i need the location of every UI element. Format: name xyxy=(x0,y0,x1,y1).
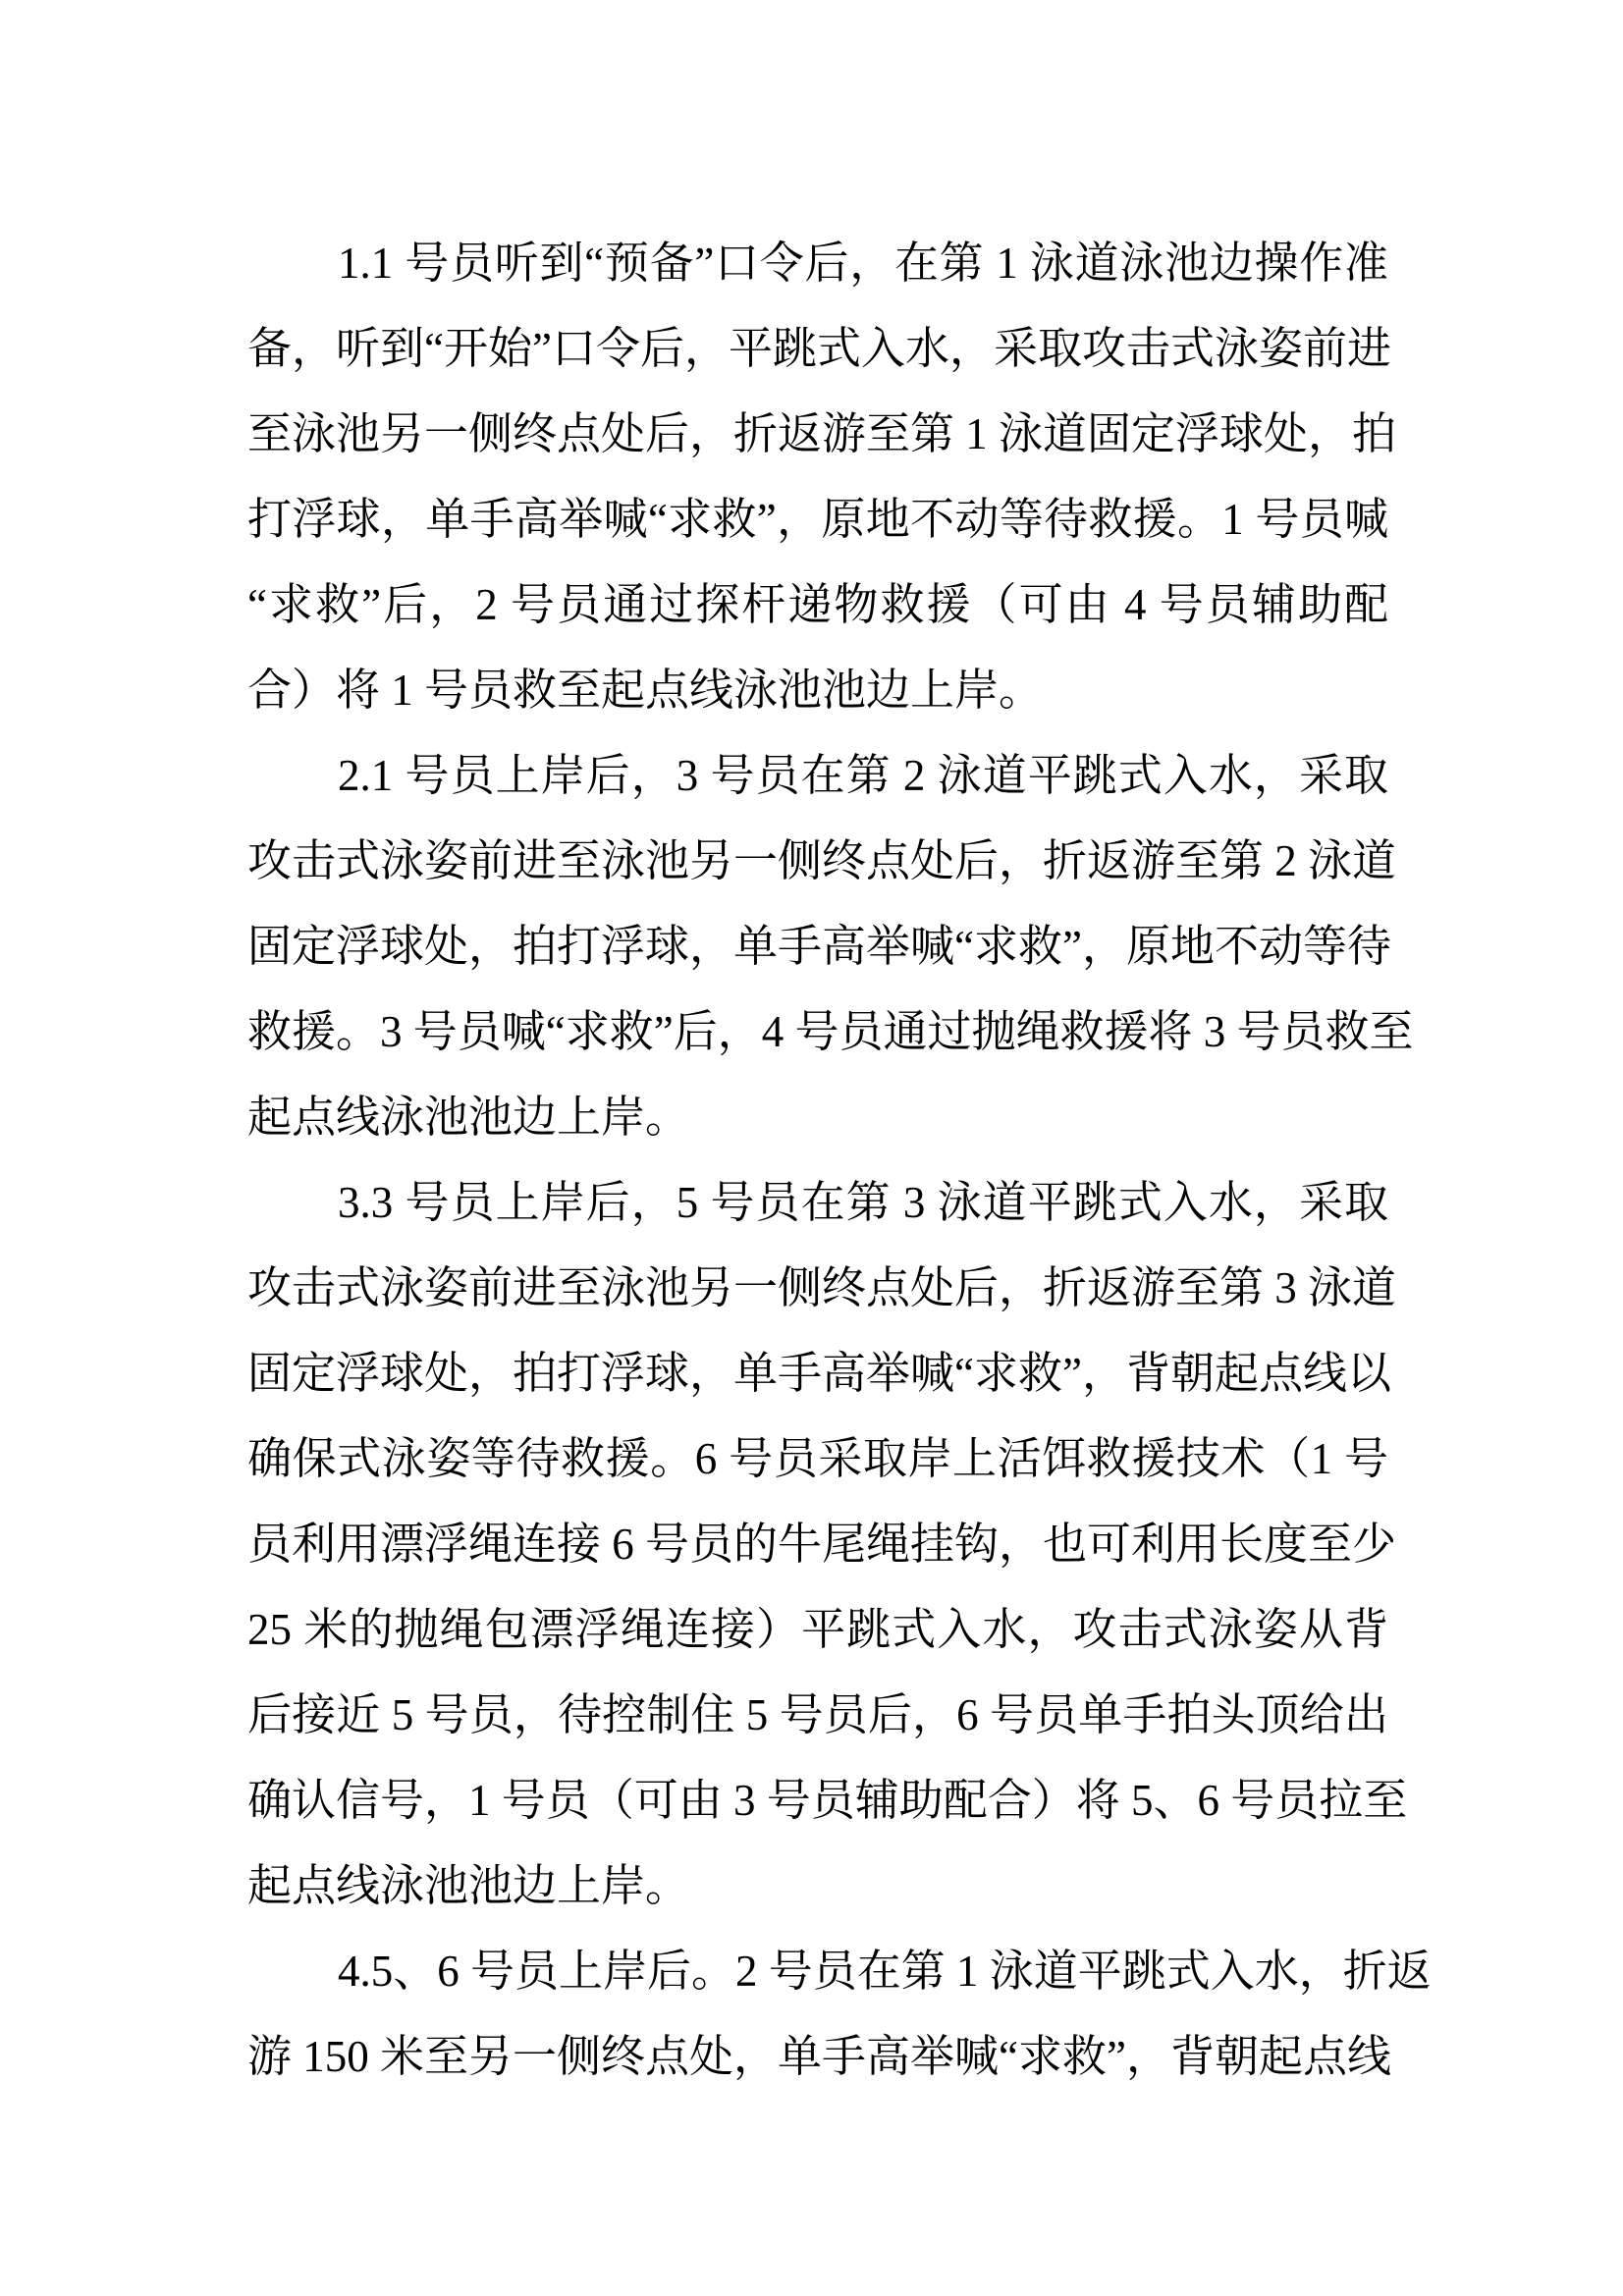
text-line: 固定浮球处，拍打浮球，单手高举喊“求救”，背朝起点线以 xyxy=(247,1349,1391,1398)
text-line: 固定浮球处，拍打浮球，单手高举喊“求救”，原地不动等待 xyxy=(247,922,1391,971)
text-line: 打浮球，单手高举喊“求救”，原地不动等待救援。1 号员喊 xyxy=(247,495,1388,544)
text-line: 起点线泳池池边上岸。 xyxy=(247,1861,690,1910)
text-line: 合）将 1 号员救至起点线泳池池边上岸。 xyxy=(247,666,1044,715)
text-line: 确保式泳姿等待救援。6 号员采取岸上活饵救援技术（1 号 xyxy=(247,1434,1388,1483)
text-line: 攻击式泳姿前进至泳池另一侧终点处后，折返游至第 3 泳道 xyxy=(247,1263,1397,1312)
text-line: 起点线泳池池边上岸。 xyxy=(247,1093,690,1142)
text-line: 确认信号，1 号员（可由 3 号员辅助配合）将 5、6 号员拉至 xyxy=(247,1776,1408,1825)
paragraph xyxy=(247,221,1397,733)
text-line: 3.3 号员上岸后，5 号员在第 3 泳道平跳式入水，采取 xyxy=(338,1178,1388,1227)
text-line: 员利用漂浮绳连接 6 号员的牛尾绳挂钩，也可利用长度至少 xyxy=(247,1520,1397,1569)
text-line: 4.5、6 号员上岸后。2 号员在第 1 泳道平跳式入水，折返 xyxy=(338,1947,1432,1996)
text-line: 至泳池另一侧终点处后，折返游至第 1 泳道固定浮球处，拍 xyxy=(247,409,1397,458)
text-line: 备，听到“开始”口令后，平跳式入水，采取攻击式泳姿前进 xyxy=(247,324,1391,373)
text-line: 25 米的抛绳包漂浮绳连接）平跳式入水，攻击式泳姿从背 xyxy=(247,1605,1388,1654)
text-line: 救援。3 号员喊“求救”后，4 号员通过抛绳救援将 3 号员救至 xyxy=(247,1007,1414,1056)
text-line: 游 150 米至另一侧终点处，单手高举喊“求救”，背朝起点线 xyxy=(247,2032,1391,2081)
text-line: 1.1 号员听到“预备”口令后，在第 1 泳道泳池边操作准 xyxy=(338,239,1388,288)
paragraph xyxy=(247,1160,1408,1929)
text-line: 攻击式泳姿前进至泳池另一侧终点处后，折返游至第 2 泳道 xyxy=(247,836,1397,885)
document-page xyxy=(247,221,1432,2100)
text-line: 2.1 号员上岸后，3 号员在第 2 泳道平跳式入水，采取 xyxy=(338,751,1388,800)
paragraph xyxy=(247,733,1414,1160)
text-line: 后接近 5 号员，待控制住 5 号员后，6 号员单手拍头顶给出 xyxy=(247,1690,1388,1739)
paragraph xyxy=(247,1929,1432,2100)
text-line: “求救”后，2 号员通过探杆递物救援（可由 4 号员辅助配 xyxy=(247,580,1388,629)
